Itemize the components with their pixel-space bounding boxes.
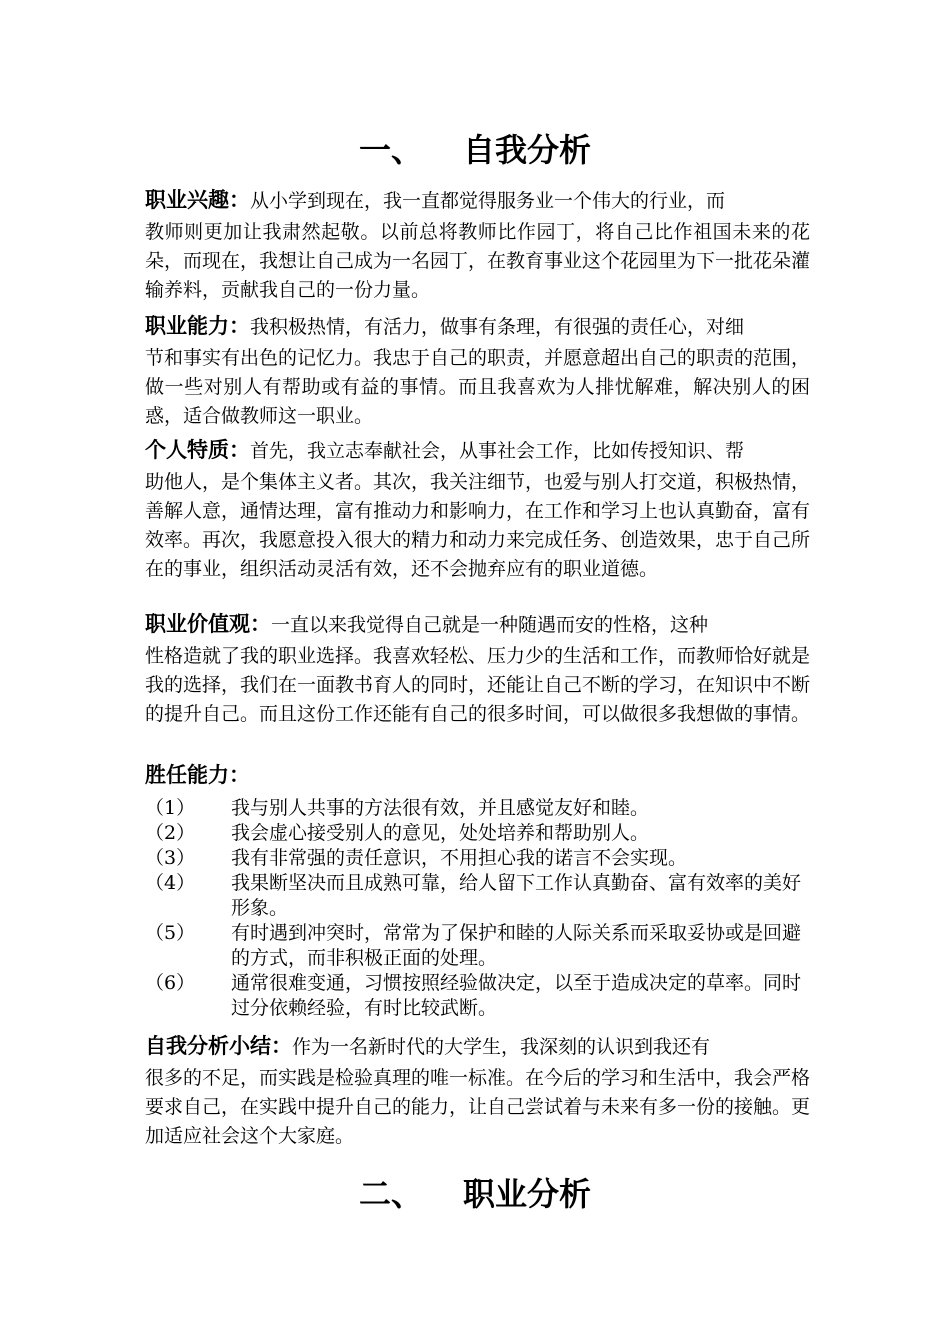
section-number: 一、 xyxy=(358,131,423,169)
list-item-text: 我有非常强的责任意识，不用担心我的诺言不会实现。 xyxy=(231,847,688,869)
list-item xyxy=(145,796,810,821)
list-item-number: （6） xyxy=(145,972,196,994)
paragraph-self-analysis-summary xyxy=(145,1028,810,1151)
paragraph-body: 节和事实有出色的记忆力。我忠于自己的职责，并愿意超出自己的职责的范围，做一些对别人有帮助或有益的事情。而且我喜欢为人排忧解难，解决别人的困惑，适合做教师这一职业。 xyxy=(145,347,811,427)
list-item-text: 通常很难变通，习惯按照经验做决定，以至于造成决定的草率。同时过分依赖经验，有时比较武断。 xyxy=(231,972,802,1019)
competence-list xyxy=(145,796,810,1021)
paragraph-lead: 一直以来我觉得自己就是一种随遇而安的性格，这种 xyxy=(271,614,709,636)
section-title: 自我分析 xyxy=(463,131,592,169)
paragraph-label: 职业兴趣： xyxy=(145,188,250,212)
paragraph-first-line xyxy=(145,606,810,642)
paragraph-first-line xyxy=(145,308,810,344)
list-item xyxy=(145,846,810,871)
paragraph-career-interest xyxy=(145,182,810,305)
paragraph-label: 职业能力： xyxy=(145,314,250,338)
paragraph-career-values xyxy=(145,606,810,729)
list-item xyxy=(145,921,810,971)
list-item-number: （4） xyxy=(145,872,196,894)
paragraph-lead: 首先，我立志奉献社会，从事社会工作，比如传授知识、帮 xyxy=(250,440,745,462)
list-item-number: （1） xyxy=(145,797,196,819)
list-item-number: （3） xyxy=(145,847,196,869)
list-item-number: （5） xyxy=(145,922,196,944)
competence-heading: 胜任能力： xyxy=(145,763,250,787)
paragraph-label: 个人特质： xyxy=(145,438,250,462)
paragraph-first-line xyxy=(145,432,810,468)
list-item xyxy=(145,971,810,1021)
list-item-number: （2） xyxy=(145,822,196,844)
section-heading-self-analysis xyxy=(0,130,950,170)
paragraph-body: 教师则更加让我肃然起敬。以前总将教师比作园丁，将自己比作祖国未来的花朵，而现在，我想让自己成为一名园丁，在教育事业这个花园里为下一批花朵灌输养料，贡献我自己的一份力量。 xyxy=(145,221,811,301)
paragraph-personal-traits xyxy=(145,432,810,584)
paragraph-label: 职业价值观： xyxy=(145,612,271,636)
paragraph-body: 助他人，是个集体主义者。其次，我关注细节，也爱与别人打交道，积极热情，善解人意，通情达理，富有推动力和影响力，在工作和学习上也认真勤奋，富有效率。再次，我愿意投入很大的精力和动力来完成任务、创造效果，忠于自己所在的事业，组织活动灵活有效，还不会抛弃应有的职业道德。 xyxy=(145,471,811,580)
paragraph-first-line xyxy=(145,1028,810,1064)
list-item xyxy=(145,821,810,846)
section-title: 职业分析 xyxy=(463,1175,592,1213)
paragraph-body: 很多的不足，而实践是检验真理的唯一标准。在今后的学习和生活中，我会严格要求自己，在实践中提升自己的能力，让自己尝试着与未来有多一份的接触。更加适应社会这个大家庭。 xyxy=(145,1067,811,1147)
paragraph-label: 自我分析小结： xyxy=(145,1034,292,1058)
paragraph-body: 性格造就了我的职业选择。我喜欢轻松、压力少的生活和工作，而教师恰好就是我的选择，我们在一面教书育人的同时，还能让自己不断的学习，在知识中不断的提升自己。而且这份工作还能有自己的很多时间，可以做很多我想做的事情。 xyxy=(145,645,811,725)
paragraph-lead: 从小学到现在，我一直都觉得服务业一个伟大的行业，而 xyxy=(250,190,726,212)
list-item-text: 我果断坚决而且成熟可靠，给人留下工作认真勤奋、富有效率的美好形象。 xyxy=(231,872,802,919)
list-item-text: 我会虚心接受别人的意见，处处培养和帮助别人。 xyxy=(231,822,650,844)
paragraph-first-line xyxy=(145,182,810,218)
list-item-text: 有时遇到冲突时，常常为了保护和睦的人际关系而采取妥协或是回避的方式，而非积极正面的处理。 xyxy=(231,922,802,969)
paragraph-lead: 作为一名新时代的大学生，我深刻的认识到我还有 xyxy=(292,1036,711,1058)
list-item xyxy=(145,871,810,921)
list-item-text: 我与别人共事的方法很有效，并且感觉友好和睦。 xyxy=(231,797,650,819)
section-number: 二、 xyxy=(358,1175,423,1213)
paragraph-career-ability xyxy=(145,308,810,431)
section-heading-career-analysis xyxy=(0,1174,950,1214)
paragraph-lead: 我积极热情，有活力，做事有条理，有很强的责任心，对细 xyxy=(250,316,745,338)
